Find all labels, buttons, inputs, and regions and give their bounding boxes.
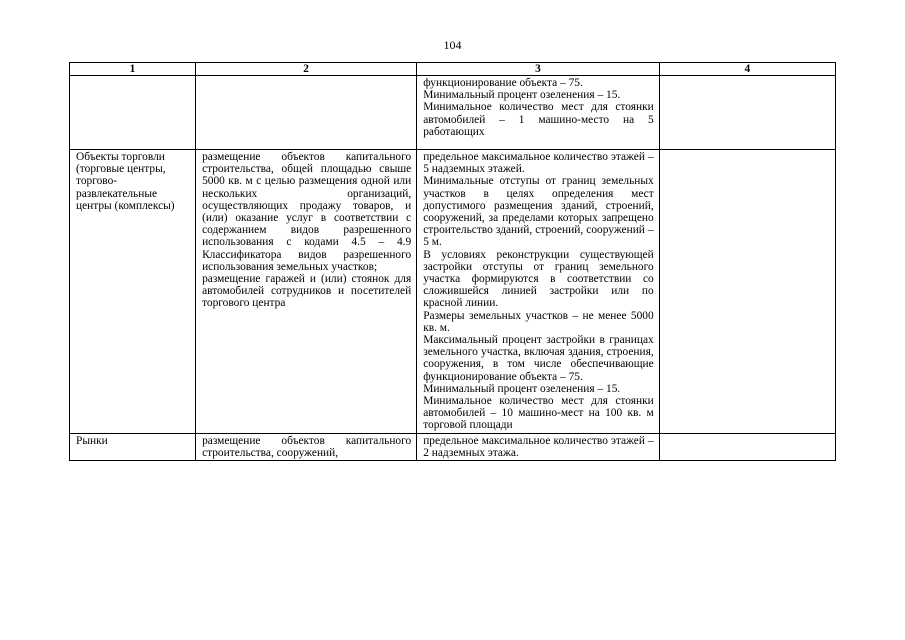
row-1-col2-cell: [196, 150, 417, 434]
page-number: 104: [443, 38, 462, 52]
table-header-row: [70, 63, 836, 76]
row-1-col3-cell: [417, 150, 660, 434]
table-row: [70, 433, 836, 460]
row-2-col4-cell: [659, 433, 835, 460]
row-2-col3-cell: [417, 433, 660, 460]
row-1-col1-cell: Объекты торговли (торговые центры, торгово-развлекательные центры (комплексы): [70, 150, 196, 434]
row-2-col2-cell: [196, 433, 417, 460]
column-header-3: 3: [417, 63, 660, 76]
table-row: [70, 150, 836, 434]
row-0-col1-cell: [70, 76, 196, 150]
row-1-col3-para-1: Минимальные отступы от границ земельных участков в целях определения мест допустимого размещения зданий, строений, сооружений, за пределами которых запрещено строительство зданий, строений, сооружений – 5 м.: [423, 175, 654, 249]
row-1-col2-para-0: размещение объектов капитального строительства, общей площадью свыше 5000 кв. м с целью размещения одной или нескольких организаций, осуществляющих продажу товаров, и (или) оказание услуг в соответствии с содержанием видов разрешенного использования с кодами 4.5 – 4.9 Классификатора видов разрешенного использования земельных участков;: [202, 151, 412, 273]
row-0-col3-para-2: Минимальное количество мест для стоянки автомобилей – 1 машино-место на 5 работающих: [423, 101, 654, 138]
row-0-col4-cell: [659, 76, 835, 150]
row-1-col3-para-0: предельное максимальное количество этажей – 5 надземных этажей.: [423, 151, 654, 176]
row-0-col2-cell: [196, 76, 417, 150]
row-1-col3-para-5: Минимальный процент озеленения – 15.: [423, 382, 621, 395]
row-0-col3-cell: [417, 76, 660, 150]
row-2-col2-para-0: размещение объектов капитального строительства, сооружений,: [202, 434, 412, 459]
row-0-col3-para-1: Минимальный процент озеленения – 15.: [423, 89, 621, 102]
row-1-col3-para-6: Минимальное количество мест для стоянки автомобилей – 10 машино-мест на 100 кв. м торговой площади: [423, 395, 654, 432]
row-1-col3-para-3: Размеры земельных участков – не менее 5000 кв. м.: [423, 309, 654, 334]
row-1-col3-para-2: В условиях реконструкции существующей застройки отступы от границ земельного участка формируются в соответствии со сложившейся линией застройки или по красной линии.: [423, 248, 654, 310]
column-header-4: 4: [659, 63, 835, 76]
table-row: [70, 76, 836, 150]
row-1-col4-cell: [659, 150, 835, 434]
column-header-2: 2: [196, 63, 417, 76]
row-2-col3-para-0: предельное максимальное количество этажей – 2 надземных этажа.: [423, 434, 654, 459]
row-0-col3-para-0: функционирование объекта – 75.: [423, 77, 583, 89]
column-header-1: 1: [70, 63, 196, 76]
zoning-table: [69, 62, 836, 461]
row-2-col1-cell: Рынки: [70, 433, 196, 460]
row-1-col3-para-4: Максимальный процент застройки в границах земельного участка, включая здания, строения, сооружения, в том числе обеспечивающие функционирование объекта – 75.: [423, 334, 654, 383]
row-1-col2-para-1: размещение гаражей и (или) стоянок для автомобилей сотрудников и посетителей торгового центра: [202, 273, 412, 310]
